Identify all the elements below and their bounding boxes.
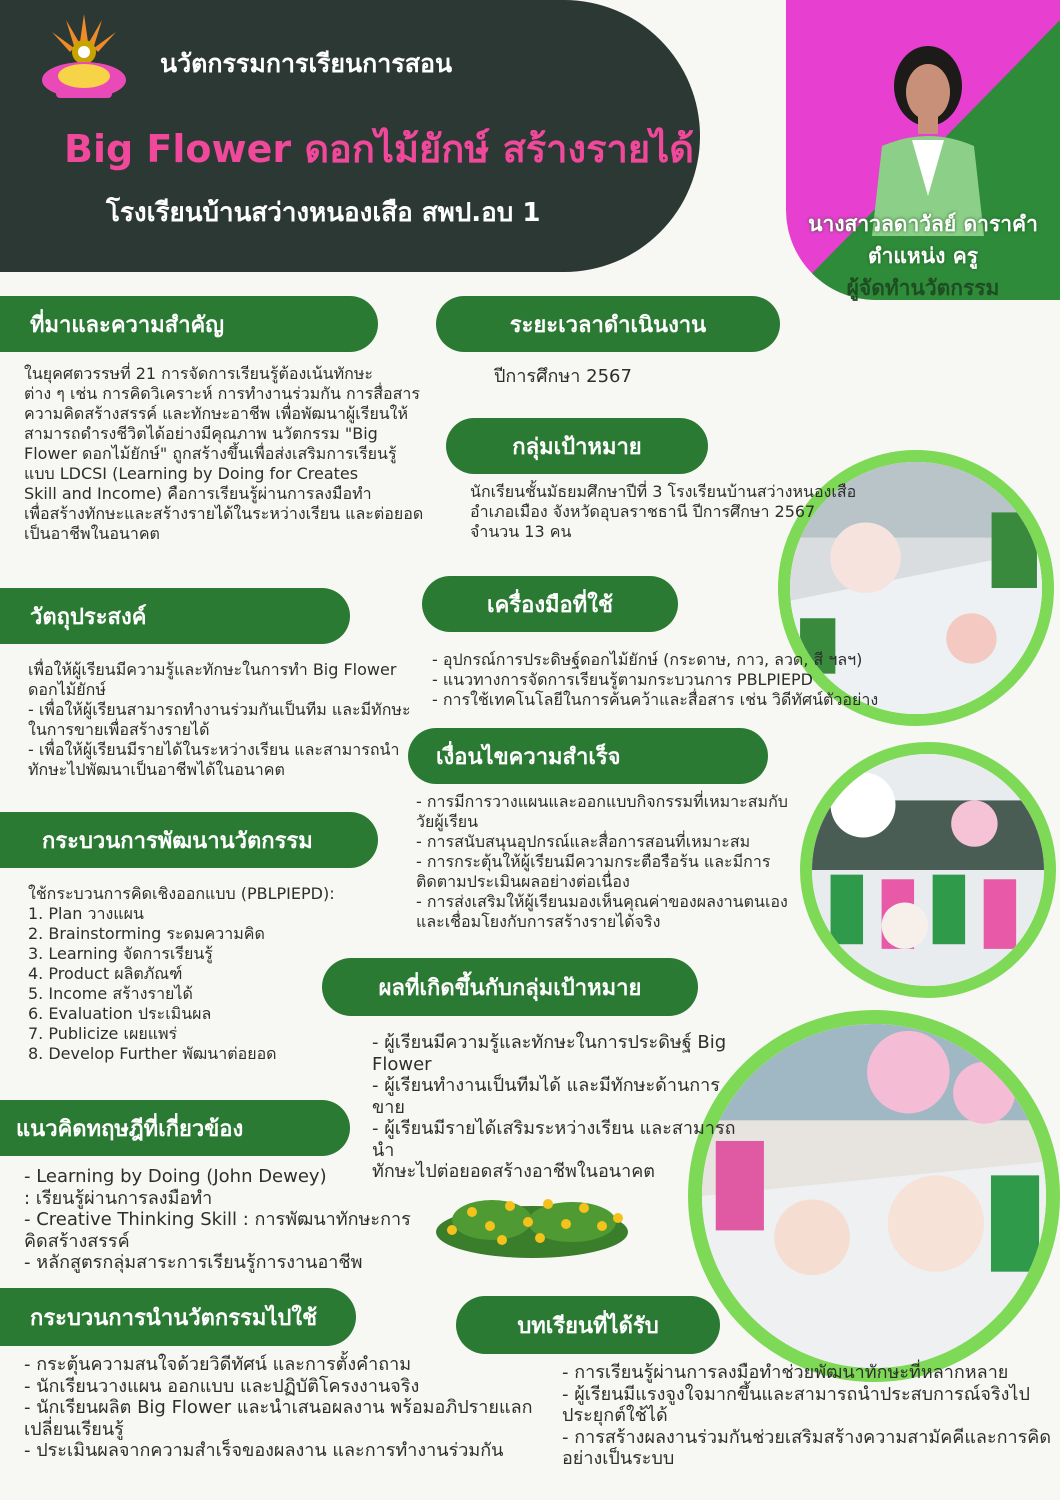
- section-title-lessons: บทเรียนที่ได้รับ: [456, 1296, 720, 1354]
- section-title-objectives: วัตถุประสงค์: [0, 588, 350, 644]
- section-title-success: เงื่อนไขความสำเร็จ: [408, 728, 768, 784]
- section-title-duration: ระยะเวลาดำเนินงาน: [436, 296, 780, 352]
- apply-text: - กระตุ้นความสนใจด้วยวิดีทัศน์ และการตั้งคำถาม - นักเรียนวางแผน ออกแบบ และปฏิบัติโครงงานจริง - นักเรียนผลิต Big Flower และนำเสนอผลงาน พร้อมอภิปรายแลก เปลี่ยนเรียนรู้ - ประเมินผลจากความสำเร็จของผลงาน และการทำงานร่วมกัน: [24, 1354, 533, 1461]
- section-title-tools: เครื่องมือที่ใช้: [422, 576, 678, 632]
- yellow-flower-shrub-icon: [432, 1182, 632, 1262]
- section-title-target: กลุ่มเป้าหมาย: [446, 418, 708, 474]
- section-title-results: ผลที่เกิดขึ้นกับกลุ่มเป้าหมาย: [322, 958, 698, 1016]
- activity-photo-2: [800, 742, 1056, 998]
- background-text: ในยุคศตวรรษที่ 21 การจัดการเรียนรู้ต้องเน้นทักษะ ต่าง ๆ เช่น การคิดวิเคราะห์ การทำงานร่วมกัน การสื่อสาร ความคิดสร้างสรรค์ และทักษะอาชีพ เพื่อพัฒนาผู้เรียนให้ สามารถดำรงชีวิตได้อย่างมีคุณภาพ นวัตกรรม "Big Flower ดอกไม้ยักษ์" ถูกสร้างขึ้นเพื่อส่งเสริมการเรียนรู้ แบบ LDCSI (Learning by Doing for Creates Skill and Income) คือการเรียนรู้ผ่านการลงมือทำ เพื่อสร้างทักษะและสร้างรายได้ในระหว่างเรียน และต่อยอด เป็นอาชีพในอนาคต: [24, 364, 424, 543]
- objectives-text: เพื่อให้ผู้เรียนมีความรู้และทักษะในการทำ Big Flower ดอกไม้ยักษ์ - เพื่อให้ผู้เรียนสามารถทำงานร่วมกันเป็นทีม และมีทักษะ ในการขายเพื่อสร้างรายได้ - เพื่อให้ผู้เรียนมีรายได้ในระหว่างเรียน และสามารถนำ ทักษะไปพัฒนาเป็นอาชีพได้ในอนาคต: [28, 660, 411, 779]
- teacher-info: [786, 208, 1060, 304]
- teacher-name: นางสาวลดาวัลย์ ดาราคำ: [808, 212, 1038, 236]
- teacher-position: ตำแหน่ง ครู: [867, 244, 979, 268]
- school-emblem-icon: [38, 12, 130, 104]
- section-title-background: ที่มาและความสำคัญ: [0, 296, 378, 352]
- target-text: นักเรียนชั้นมัธยมศึกษาปีที่ 3 โรงเรียนบ้านสว่างหนองเสือ อำเภอเมือง จังหวัดอุบลราชธานี ปีการศึกษา 2567 จำนวน 13 คน: [470, 482, 857, 541]
- teacher-photo: [868, 36, 988, 236]
- process-text: ใช้กระบวนการคิดเชิงออกแบบ (PBLPIEPD): 1. Plan วางแผน 2. Brainstorming ระดมความคิด 3. Learning จัดการเรียนรู้ 4. Product ผลิตภัณฑ์ 5. Income สร้างรายได้ 6. Evaluation ประเมินผล 7. Publicize เผยแพร่ 8. Develop Further พัฒนาต่อยอด: [28, 884, 335, 1063]
- school-name: โรงเรียนบ้านสว่างหนองเสือ สพป.อบ 1: [106, 198, 541, 228]
- success-text: - การมีการวางแผนและออกแบบกิจกรรมที่เหมาะสมกับ วัยผู้เรียน - การสนับสนุนอุปกรณ์และสื่อการสอนที่เหมาะสม - การกระตุ้นให้ผู้เรียนมีความกระตือรือร้น และมีการ ติดตามประเมินผลอย่างต่อเนื่อง - การส่งเสริมให้ผู้เรียนมองเห็นคุณค่าของผลงานตนเอง และเชื่อมโยงกับการสร้างรายได้จริง: [416, 792, 788, 931]
- header-banner: [0, 0, 700, 272]
- results-text: - ผู้เรียนมีความรู้และทักษะในการประดิษฐ์ Big Flower - ผู้เรียนทำงานเป็นทีมได้ และมีทักษะด้านการขาย - ผู้เรียนมีรายได้เสริมระหว่างเรียน และสามารถนำ ทักษะไปต่อยอดสร้างอาชีพในอนาคต: [372, 1032, 736, 1182]
- section-title-process: กระบวนการพัฒนานวัตกรรม: [0, 812, 378, 868]
- header-subtitle: นวัตกรรมการเรียนการสอน: [160, 49, 453, 78]
- teacher-role: ผู้จัดทำนวัตกรรม: [846, 276, 1000, 300]
- section-title-apply: กระบวนการนำนวัตกรรมไปใช้: [0, 1288, 356, 1346]
- poster-title: Big Flower ดอกไม้ยักษ์ สร้างรายได้: [64, 127, 694, 171]
- theory-text: - Learning by Doing (John Dewey) : เรียนรู้ผ่านการลงมือทำ - Creative Thinking Skill : การพัฒนาทักษะการ คิดสร้างสรรค์ - หลักสูตรกลุ่มสาระการเรียนรู้การงานอาชีพ: [24, 1166, 411, 1273]
- section-title-theory: แนวคิดทฤษฎีที่เกี่ยวข้อง: [0, 1100, 350, 1156]
- tools-text: - อุปกรณ์การประดิษฐ์ดอกไม้ยักษ์ (กระดาษ, กาว, ลวด, สี ฯลฯ) - แนวทางการจัดการเรียนรู้ตามกระบวนการ PBLPIEPD - การใช้เทคโนโลยีในการค้นคว้าและสื่อสาร เช่น วิดีทัศน์ตัวอย่าง: [432, 650, 879, 709]
- duration-text: ปีการศึกษา 2567: [494, 366, 632, 387]
- lessons-text: - การเรียนรู้ผ่านการลงมือทำช่วยพัฒนาทักษะที่หลากหลาย - ผู้เรียนมีแรงจูงใจมากขึ้นและสามารถนำประสบการณ์จริงไป ประยุกต์ใช้ได้ - การสร้างผลงานร่วมกันช่วยเสริมสร้างความสามัคคีและการคิด อย่างเป็นระบบ: [562, 1362, 1052, 1469]
